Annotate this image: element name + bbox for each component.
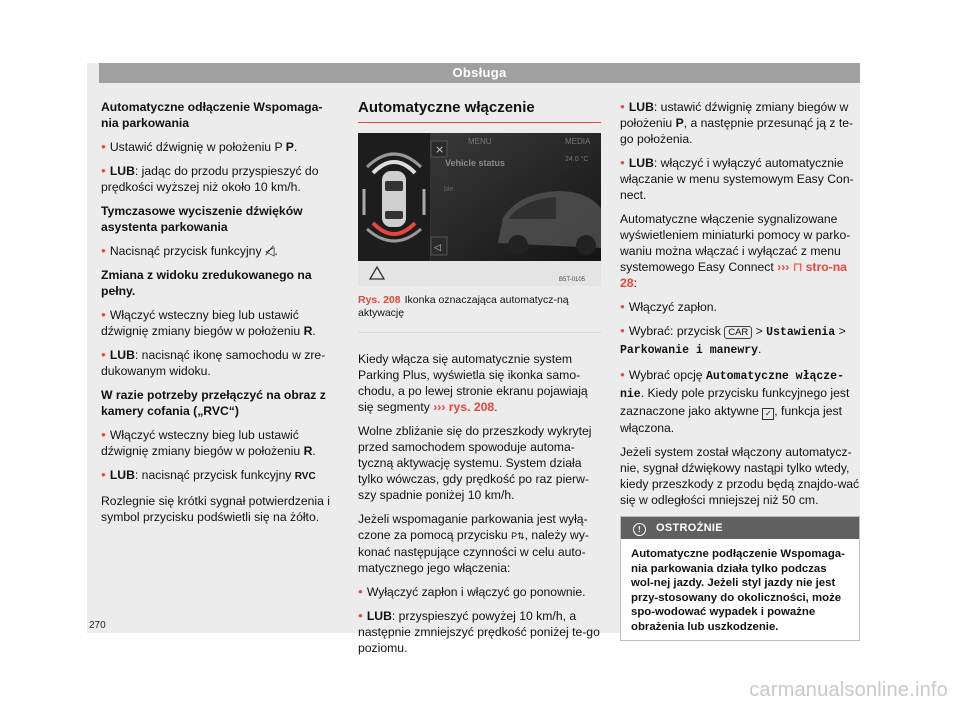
infotainment-screen-illustration xyxy=(358,133,601,286)
list-item: ● LUB: nacisnąć ikonę samochodu w zre-dukowanym widoku. xyxy=(101,347,339,379)
partial-text: ble. xyxy=(444,186,456,193)
column-left xyxy=(101,99,339,533)
page-header: Obsługa xyxy=(99,63,860,83)
list-item: ● Wybrać: przycisk CAR > Ustawienia > Parkowanie i manewry. xyxy=(620,323,860,359)
caution-body: Automatyczne podłączenie Wspomaga-nia parkowania działa tylko podczas wol-nej jazdy. Jeżeli styl jazdy nie jest przy-stosowany do okoliczności, może spo-wodować wypadek i poważne obrażenia lub uszkodzenie. xyxy=(631,548,845,633)
rvc-key: RVC xyxy=(294,471,316,482)
warning-circle-icon: ! xyxy=(633,523,646,536)
checkbox-checked-icon: ✓ xyxy=(762,408,774,420)
figure-code: B5T-0105 xyxy=(559,277,586,283)
list-item: ● Włączyć wsteczny bieg lub ustawić dźwignię zmiany biegów w położeniu R. xyxy=(101,427,339,459)
heading-view-change: Zmiana z widoku zredukowanego na pełny. xyxy=(101,268,312,298)
heading-auto-off: Automatyczne odłączenie Wspomaga-nia parkowania xyxy=(101,100,323,130)
list-item: ● Nacisnąć przycisk funkcyjny ◁̸. xyxy=(101,243,339,259)
close-icon: × xyxy=(435,143,445,156)
section-title: Automatyczne włączenie xyxy=(358,99,601,123)
column-middle xyxy=(358,99,601,664)
park-assist-icon: P⇅ xyxy=(511,531,525,541)
figure-208 xyxy=(358,133,601,286)
list-item: ● LUB: włączyć i wyłączyć automatycznie włączanie w menu systemowym Easy Con-nect. xyxy=(620,155,860,203)
paragraph: Rozlegnie się krótki sygnał potwierdzenia i symbol przycisku podświetli się na żółto. xyxy=(101,494,330,524)
caution-box xyxy=(620,516,860,641)
list-item: ● Ustawić dźwignię w położeniu P P. xyxy=(101,139,339,155)
list-item: ● LUB: przyspieszyć powyżej 10 km/h, a następnie zmniejszyć prędkość poniżej te-go poziomu. xyxy=(358,608,601,656)
vehicle-status-label: Vehicle status xyxy=(445,158,506,168)
list-item: ● Włączyć zapłon. xyxy=(620,299,860,315)
figure-reference-link[interactable]: ››› rys. 208 xyxy=(433,400,495,414)
list-item: ● Wyłączyć zapłon i włączyć go ponownie. xyxy=(358,584,601,600)
caution-header: ! OSTROŻNIE xyxy=(621,517,859,539)
page-reference-link[interactable]: stro-na 28 xyxy=(620,260,847,290)
list-item: ● Wybrać opcję Automatyczne włącze-nie. Kiedy pole przycisku funkcyjnego jest zaznaczone jako aktywne ✓ , funkcja jest włączona. xyxy=(620,367,860,436)
list-item: ● LUB: ustawić dźwignię zmiany biegów w położeniu P, a następnie przesunąć ją z te-go położenia. xyxy=(620,99,860,147)
list-item: ● LUB: nacisnąć przycisk funkcyjny RVC xyxy=(101,467,339,485)
heading-rvc: W razie potrzeby przełączyć na obraz z kamery cofania („RVC“) xyxy=(101,388,326,418)
list-item: ● LUB: jadąc do przodu przyspieszyć do prędkości wyższej niż około 10 km/h. xyxy=(101,163,339,195)
car-key: CAR xyxy=(724,326,752,339)
figure-caption: Rys. 208 Ikonka oznaczająca automatycz-ną aktywację xyxy=(358,294,601,333)
paragraph: Jeżeli wspomaganie parkowania jest wyłą-czone za pomocą przycisku P⇅, należy wy-konać następujące czynności w celu auto-matycznego jego włączenia: xyxy=(358,512,589,575)
list-item: ● Włączyć wsteczny bieg lub ustawić dźwignię zmiany biegów w położeniu R. xyxy=(101,307,339,339)
media-label: MEDIA xyxy=(565,137,591,146)
paragraph: Wolne zbliżanie się do przeszkody wykrytej przed samochodem spowoduje automa-tyczną aktywację systemu. System działa tylko wówczas, gdy prędkość po raz pierw-szy spadnie poniżej 10 km/h. xyxy=(358,424,592,502)
mute-button-icon: ◁ xyxy=(434,243,441,253)
menu-label: MENU xyxy=(468,137,492,146)
parking-assist-icon: ⊓ xyxy=(792,260,803,274)
temperature-label: 24.0 °C xyxy=(565,156,589,163)
page-number: 270 xyxy=(89,620,106,631)
paragraph: Kiedy włącza się automatycznie system Parking Plus, wyświetla się ikonka samo-chodu, a po lewej stronie ekranu pojawiają się segmenty ››› rys. 208. xyxy=(358,352,588,414)
manual-page xyxy=(87,63,860,655)
heading-mute: Tymczasowe wyciszenie dźwięków asystenta parkowania xyxy=(101,204,303,234)
paragraph: Jeżeli system został włączony automatycz-nie, sygnał dźwiękowy nastąpi tylko wtedy, kiedy przeszkody z przodu będą znajdo-wać się w odległości mniejszej niż 50 cm. xyxy=(620,445,860,507)
paragraph: Automatyczne włączenie sygnalizowane wyświetleniem miniaturki pomocy w parko-waniu można włączać i wyłączać z menu systemowego Easy Connect ››› ⊓ stro-na 28: xyxy=(620,212,851,290)
mute-icon: ◁̸ xyxy=(264,244,275,258)
column-right xyxy=(620,99,860,641)
watermark: carmanualsonline.info xyxy=(749,679,948,701)
